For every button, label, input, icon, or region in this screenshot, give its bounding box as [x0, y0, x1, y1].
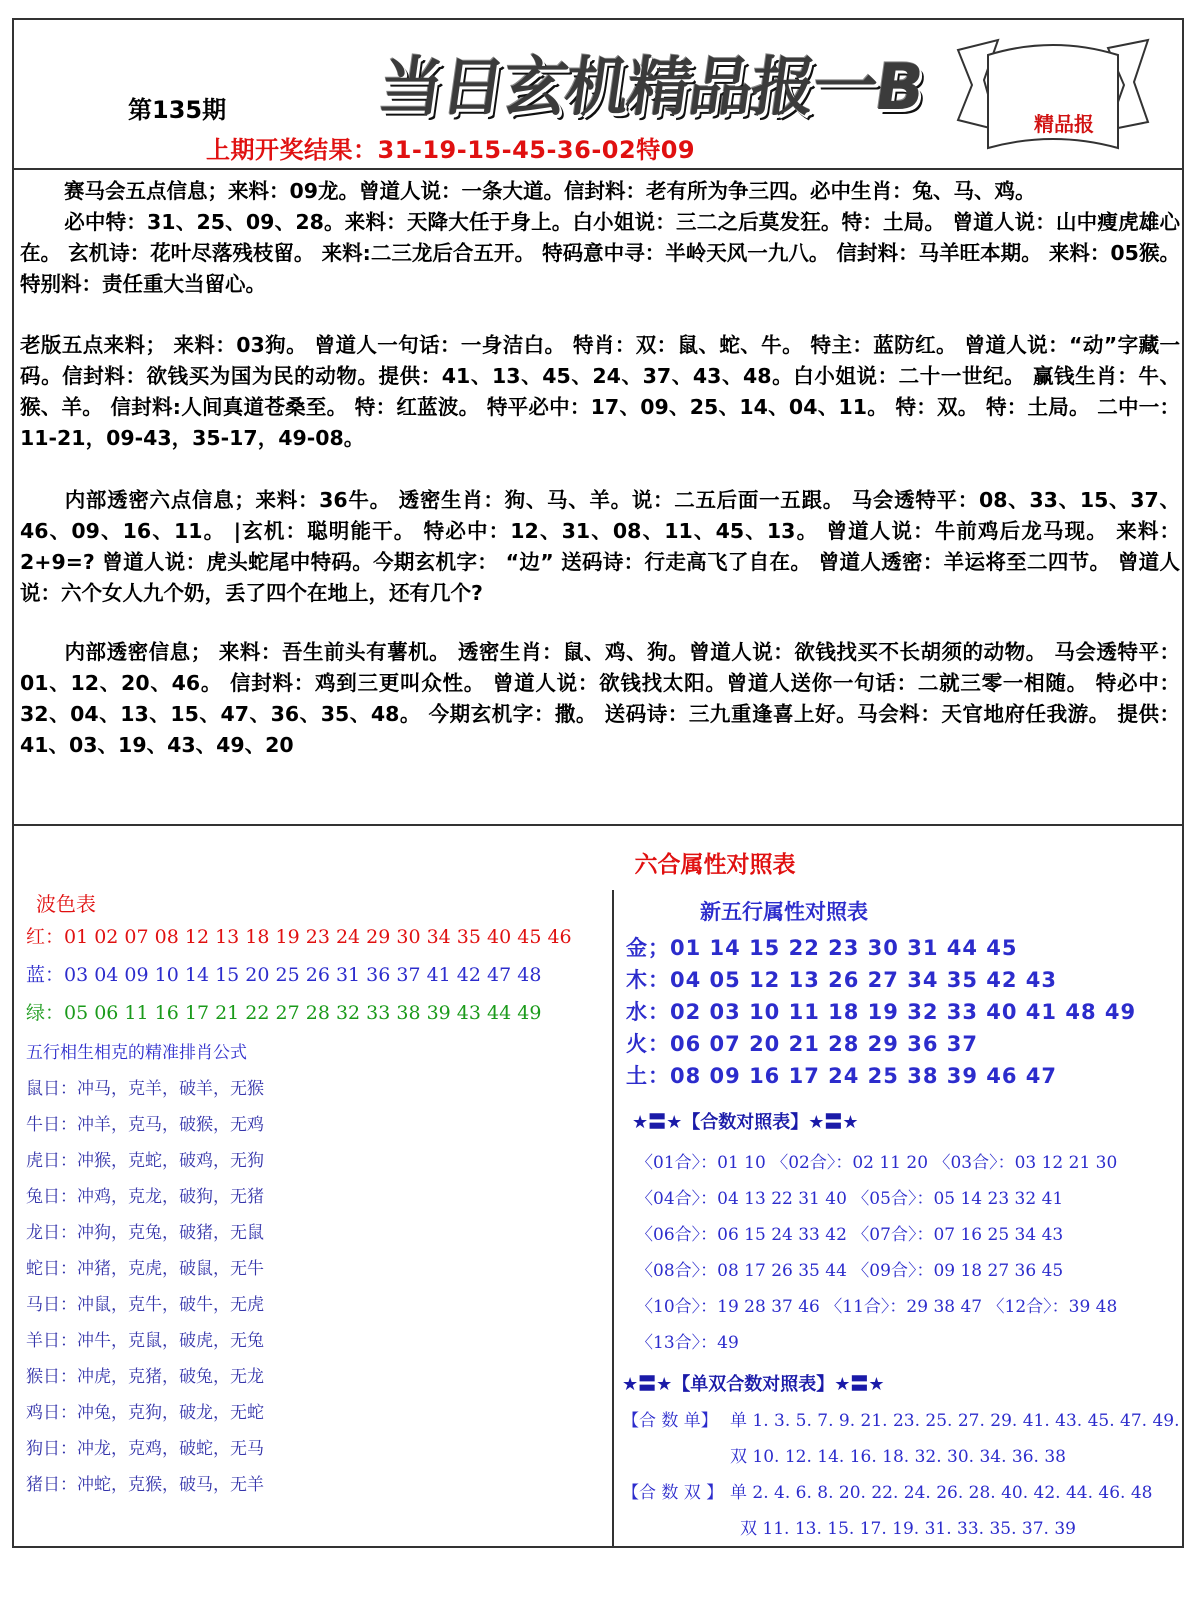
heshu-row: 〈08合〉：08 17 26 35 44 〈09合〉：09 18 27 36 45: [636, 1261, 1064, 1281]
formula-title: 五行相生相克的精准排肖公式: [26, 1043, 247, 1063]
wave-blue: 蓝：03 04 09 10 14 15 20 25 26 31 36 37 41 42 47 48: [26, 964, 542, 986]
heshu-row: 〈01合〉：01 10 〈02合〉：02 11 20 〈03合〉：03 12 21 30: [636, 1153, 1118, 1173]
wuxing-row: 土：08 09 16 17 24 25 38 39 46 47: [626, 1064, 1058, 1088]
wave-red: 红：01 02 07 08 12 13 18 19 23 24 29 30 34 35 40 45 46: [26, 926, 572, 948]
day-row: 鸡日：冲兔，克狗，破龙，无蛇: [26, 1403, 264, 1423]
day-row: 马日：冲鼠，克牛，破牛，无虎: [26, 1295, 264, 1315]
last-result: 上期开奖结果：31-19-15-45-36-02特09: [206, 136, 696, 164]
section-title: 六合属性对照表: [634, 852, 796, 878]
day-row: 牛日：冲羊，克马，破猴，无鸡: [26, 1115, 264, 1135]
paragraph-text: 赛马会五点信息；来料：09龙。曾道人说：一条大道。信封料：老有所为争三四。必中生肖：兔、马、鸡。: [64, 179, 1036, 203]
day-row: 鼠日：冲马，克羊，破羊，无猴: [26, 1079, 264, 1099]
wuxing-row: 金；01 14 15 22 23 30 31 44 45: [626, 936, 1018, 960]
heshu-dan-odd: 单 1. 3. 5. 7. 9. 21. 23. 25. 27. 29. 41. 43. 45. 47. 49.: [730, 1411, 1180, 1431]
paragraph-4: [20, 637, 1180, 761]
paragraph-text: 必中特：31、25、09、28。来料：天降大任于身上。白小姐说：三二之后莫发狂。特：土局。 曾道人说：山中瘦虎雄心在。 玄机诗：花叶尽落残枝留。 来料:二三龙后合五开。 特码意中寻：半岭天风一九八。 信封料：马羊旺本期。 来料：05猴。 特别料：责任重大当留心。: [20, 210, 1180, 296]
paragraph-2: [20, 330, 1180, 454]
day-row: 兔日：冲鸡，克龙，破狗，无猪: [26, 1187, 264, 1207]
wave-title: 波色表: [36, 892, 96, 916]
wave-green: 绿：05 06 11 16 17 21 22 27 28 32 33 38 39 43 44 49: [26, 1002, 542, 1024]
paragraph-text: 内部透密信息； 来料：吾生前头有薯机。 透密生肖：鼠、鸡、狗。曾道人说：欲钱找买不长胡须的动物。 马会透特平：01、12、20、46。 信封料：鸡到三更叫众性。 曾道人说：欲钱找太阳。曾道人送你一句话：二就三零一相随。 特必中：32、04、13、15、47、36、35、48。 今期玄机字：撒。 送码诗：三九重逢喜上好。马会料：天官地府任我游。 提供：41、03、19、43、49、20: [20, 640, 1180, 757]
heshu-dan-even: 双 10. 12. 14. 16. 18. 32. 30. 34. 36. 38: [730, 1447, 1066, 1467]
paragraph-text: 老版五点来料； 来料：03狗。 曾道人一句话：一身洁白。 特肖：双：鼠、蛇、牛。 特主：蓝防红。 曾道人说：“动”字藏一码。信封料：欲钱买为国为民的动物。提供：41、13、45、24、37、43、48。白小姐说：二十一世纪。 赢钱生肖：牛、猴、羊。 信封料:人间真道苍桑至。 特：红蓝波。 特平必中：17、09、25、14、04、11。 特：双。 特：土局。 二中一：11-21，09-43，35-17，49-08。: [20, 333, 1180, 450]
section-divider: [12, 824, 1184, 826]
heshu-row: 〈06合〉：06 15 24 33 42 〈07合〉：07 16 25 34 43: [636, 1225, 1064, 1245]
heshu-dan-label: 【合 数 单】: [622, 1411, 718, 1431]
heshu-row: 〈13合〉：49: [636, 1333, 739, 1353]
heshu-shuang-even: 双 11. 13. 15. 17. 19. 31. 33. 35. 37. 39: [740, 1519, 1076, 1539]
paragraph-text: 内部透密六点信息；来料：36牛。 透密生肖：狗、马、羊。说：二五后面一五跟。 马会透特平：08、33、15、37、46、09、16、11。 |玄机：聪明能干。 特必中：12、31、08、11、45、13。 曾道人说：牛前鸡后龙马现。 来料：2+9=? 曾道人说：虎头蛇尾中特码。今期玄机字： “边” 送码诗：行走高飞了自在。 曾道人透密：羊运将至二四节。 曾道人说：六个女人九个奶，丢了四个在地上，还有几个?: [20, 488, 1180, 605]
day-row: 狗日：冲龙，克鸡，破蛇，无马: [26, 1439, 264, 1459]
day-row: 猴日：冲虎，克猪，破兔，无龙: [26, 1367, 264, 1387]
day-row: 羊日：冲牛，克鼠，破虎，无兔: [26, 1331, 264, 1351]
wuxing-row: 水：02 03 10 11 18 19 32 33 40 41 48 49: [626, 1000, 1137, 1024]
heshu-shuang-odd: 单 2. 4. 6. 8. 20. 22. 24. 26. 28. 40. 42. 44. 46. 48: [730, 1483, 1153, 1503]
heshu-row: 〈04合〉：04 13 22 31 40 〈05合〉：05 14 23 32 41: [636, 1189, 1064, 1209]
wuxing-row: 火：06 07 20 21 28 29 36 37: [626, 1032, 978, 1056]
paragraph-1: [20, 176, 1180, 300]
header-divider: [12, 168, 1184, 170]
heshu-shuang-label: 【合 数 双 】: [622, 1483, 724, 1503]
wuxing-title: 新五行属性对照表: [700, 900, 868, 924]
day-row: 蛇日：冲猪，克虎，破鼠，无牛: [26, 1259, 264, 1279]
heshu-title: ★〓★【合数对照表】★〓★: [632, 1112, 859, 1133]
wuxing-row: 木：04 05 12 13 26 27 34 35 42 43: [626, 968, 1058, 992]
day-row: 龙日：冲狗，克兔，破猪，无鼠: [26, 1223, 264, 1243]
issue-number: 第135期: [128, 96, 227, 124]
column-divider: [612, 890, 614, 1548]
page-title: 当日玄机精品报一B: [373, 51, 928, 125]
day-row: 猪日：冲蛇，克猴，破马，无羊: [26, 1475, 264, 1495]
danshuang-title: ★〓★【单双合数对照表】★〓★: [622, 1374, 885, 1395]
paragraph-3: [20, 485, 1180, 609]
day-row: 虎日：冲猴，克蛇，破鸡，无狗: [26, 1151, 264, 1171]
heshu-row: 〈10合〉：19 28 37 46 〈11合〉：29 38 47 〈12合〉：39 48: [636, 1297, 1118, 1317]
badge-text: 精品报: [1034, 112, 1094, 136]
